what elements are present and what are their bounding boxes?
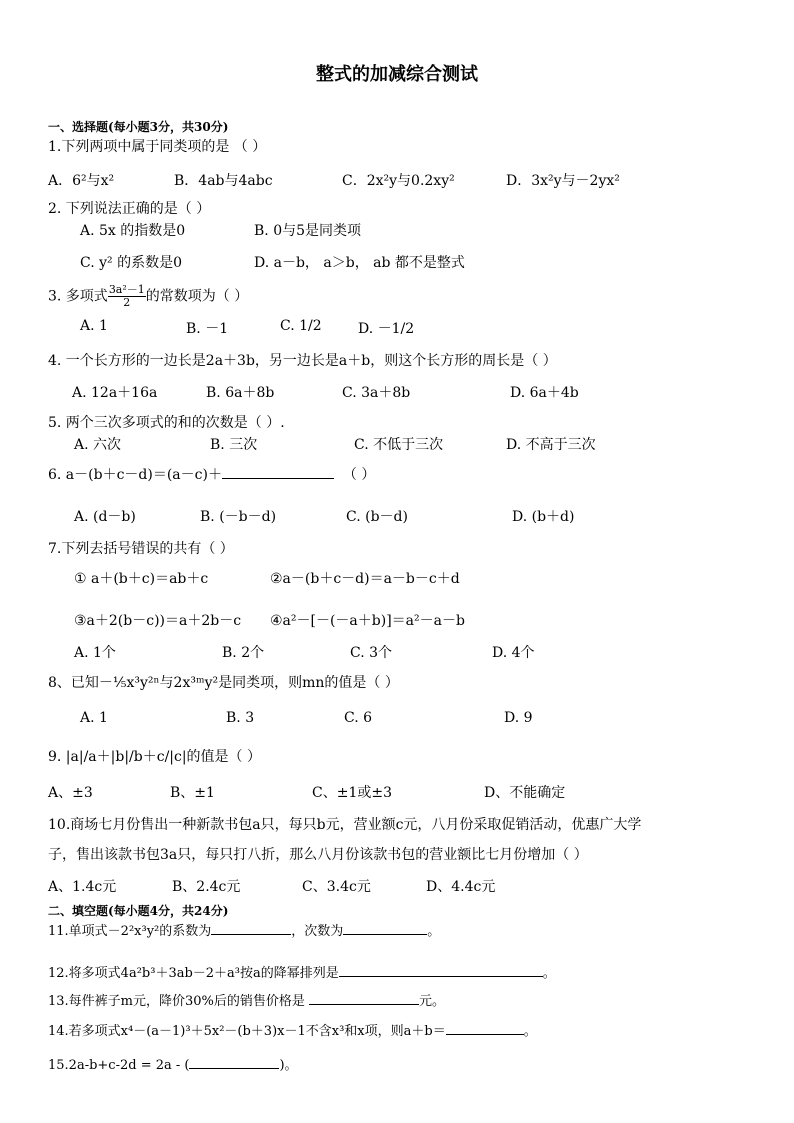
question-6-option-d: D. (b＋d) — [512, 509, 575, 525]
question-4-option-a: A. 12a＋16a — [72, 385, 158, 401]
question-3-fraction — [108, 284, 146, 309]
question-15 — [48, 1054, 298, 1073]
fraction-denominator: 2 — [123, 296, 131, 309]
question-5-stem: 5. 两个三次多项式的和的次数是（ ）. — [48, 415, 285, 431]
question-3-stem-pre: 3. 多项式 — [48, 288, 108, 305]
question-2-option-d: D. a－b， a＞b， ab 都不是整式 — [254, 255, 465, 271]
question-10-stem-line-2: 子，售出该款书包3a只，每只打八折，那么八月份该款书包的营业额比七月份增加（ ） — [48, 847, 588, 863]
question-9-option-c: C、±1或±3 — [312, 785, 392, 801]
question-7-stem: 7.下列去括号错误的共有（ ） — [48, 541, 234, 557]
question-3-option-d: D. －1/2 — [358, 321, 415, 337]
question-1-option-c: C．2x²y与0.2xy² — [342, 173, 455, 189]
question-5-option-a: A. 六次 — [74, 437, 122, 453]
question-4-stem: 4. 一个长方形的一边长是2a＋3b，另一边长是a＋b，则这个长方形的周长是（ ） — [48, 353, 557, 369]
question-12-text: 12.将多项式4a²b³＋3ab－2＋a³按a的降幂排列是 — [48, 966, 339, 981]
question-12-end: 。 — [542, 966, 556, 981]
question-2-stem: 2. 下列说法正确的是（ ） — [48, 201, 211, 217]
question-10-option-c: C、3.4c元 — [302, 879, 371, 895]
question-13-blank[interactable] — [309, 990, 419, 1005]
question-2-option-c: C. y² 的系数是0 — [80, 255, 182, 271]
question-8-stem: 8、已知－⅕x³y²ⁿ与2x³ᵐy²是同类项，则mn的值是（ ） — [48, 675, 399, 691]
question-6-stem — [48, 464, 375, 484]
question-15-end: )。 — [279, 1058, 298, 1073]
question-8-option-a: A. 1 — [80, 710, 108, 726]
question-7-option-c: C. 3个 — [350, 645, 393, 661]
question-11 — [48, 920, 440, 939]
question-5-option-d: D. 不高于三次 — [506, 437, 596, 453]
question-14-blank[interactable] — [446, 1020, 524, 1035]
question-9-option-d: D、不能确定 — [484, 785, 566, 801]
question-11-text: 11.单项式－2²x³y²的系数为 — [48, 924, 212, 939]
question-6-option-a: A. (d－b) — [74, 509, 136, 525]
question-10-option-d: D、4.4c元 — [426, 879, 496, 895]
question-12-blank[interactable] — [339, 962, 543, 977]
question-15-text: 15.2a-b+c-2d = 2a - ( — [48, 1058, 190, 1073]
section-heading-fill: 二、填空题(每小题4分，共24分) — [48, 904, 229, 918]
question-6-stem-text: 6. a－(b＋c－d)＝(a－c)＋ — [48, 467, 222, 483]
question-14 — [48, 1020, 537, 1039]
question-11-blank-degree[interactable] — [343, 920, 427, 935]
question-4-option-c: C. 3a＋8b — [342, 385, 411, 401]
question-7-item-3: ③a＋2(b－c))＝a＋2b－c — [74, 613, 242, 629]
question-11-blank-coefficient[interactable] — [211, 920, 291, 935]
section-heading-choice: 一、选择题(每小题3分，共30分) — [48, 120, 229, 134]
question-6-answer-blank[interactable] — [222, 464, 334, 479]
question-8-option-c: C. 6 — [344, 710, 373, 726]
question-1-option-a: A．6²与x² — [48, 173, 115, 189]
question-14-end: 。 — [523, 1024, 537, 1039]
question-9-option-b: B、±1 — [170, 785, 215, 801]
question-10-option-b: B、2.4c元 — [172, 879, 241, 895]
question-8-option-d: D. 9 — [504, 710, 533, 726]
question-15-blank[interactable] — [189, 1054, 279, 1069]
question-7-option-d: D. 4个 — [492, 645, 535, 661]
question-4-option-b: B. 6a＋8b — [206, 385, 275, 401]
question-3-stem — [48, 284, 248, 309]
question-11-end: 。 — [427, 924, 441, 939]
question-13-end: 元。 — [419, 994, 446, 1009]
question-10-stem-line-1: 10.商场七月份售出一种新款书包a只，每只b元，营业额c元，八月份采取促销活动，优惠广大学 — [48, 817, 642, 833]
question-6-option-b: B. (－b－d) — [200, 509, 277, 525]
question-10-option-a: A、1.4c元 — [48, 879, 117, 895]
question-7-item-2: ②a－(b＋c－d)＝a－b－c＋d — [270, 571, 460, 587]
question-6-paren: （ ） — [342, 467, 376, 483]
question-3-stem-post: 的常数项为（ ） — [145, 288, 249, 305]
question-11-mid: ，次数为 — [291, 924, 344, 939]
question-8-option-b: B. 3 — [226, 710, 255, 726]
question-13 — [48, 990, 445, 1009]
question-9-option-a: A、±3 — [48, 785, 93, 801]
question-14-text: 14.若多项式x⁴－(a－1)³＋5x²－(b＋3)x－1不含x³和x项，则a＋b＝ — [48, 1024, 446, 1039]
question-5-option-c: C. 不低于三次 — [354, 437, 444, 453]
question-2-option-b: B. 0与5是同类项 — [254, 223, 362, 239]
question-6-option-c: C. (b－d) — [346, 509, 408, 525]
question-3-option-a: A. 1 — [80, 318, 108, 334]
question-7-item-4: ④a²－[－(－a＋b)]＝a²－a－b — [270, 613, 465, 629]
question-13-text: 13.每件裤子m元，降价30%后的销售价格是 — [48, 994, 305, 1009]
page-title: 整式的加减综合测试 — [316, 64, 478, 85]
question-4-option-d: D. 6a＋4b — [510, 385, 579, 401]
question-3-option-c: C. 1/2 — [280, 318, 322, 334]
question-12 — [48, 962, 556, 981]
question-5-option-b: B. 三次 — [210, 437, 258, 453]
question-3-option-b: B. －1 — [186, 321, 229, 337]
question-9-stem: 9. |a|/a＋|b|/b＋c/|c|的值是（ ） — [48, 749, 262, 765]
question-1-option-d: D．3x²y与－2yx² — [506, 173, 620, 189]
fraction-numerator: 3a²－1 — [108, 283, 145, 296]
question-7-item-1: ① a＋(b＋c)＝ab＋c — [74, 571, 209, 587]
question-7-option-a: A. 1个 — [74, 645, 116, 661]
question-1-option-b: B．4ab与4abc — [174, 173, 273, 189]
question-7-option-b: B. 2个 — [222, 645, 265, 661]
question-2-option-a: A. 5x 的指数是0 — [80, 223, 186, 239]
question-1-stem: 1.下列两项中属于同类项的是 （ ） — [48, 139, 267, 155]
